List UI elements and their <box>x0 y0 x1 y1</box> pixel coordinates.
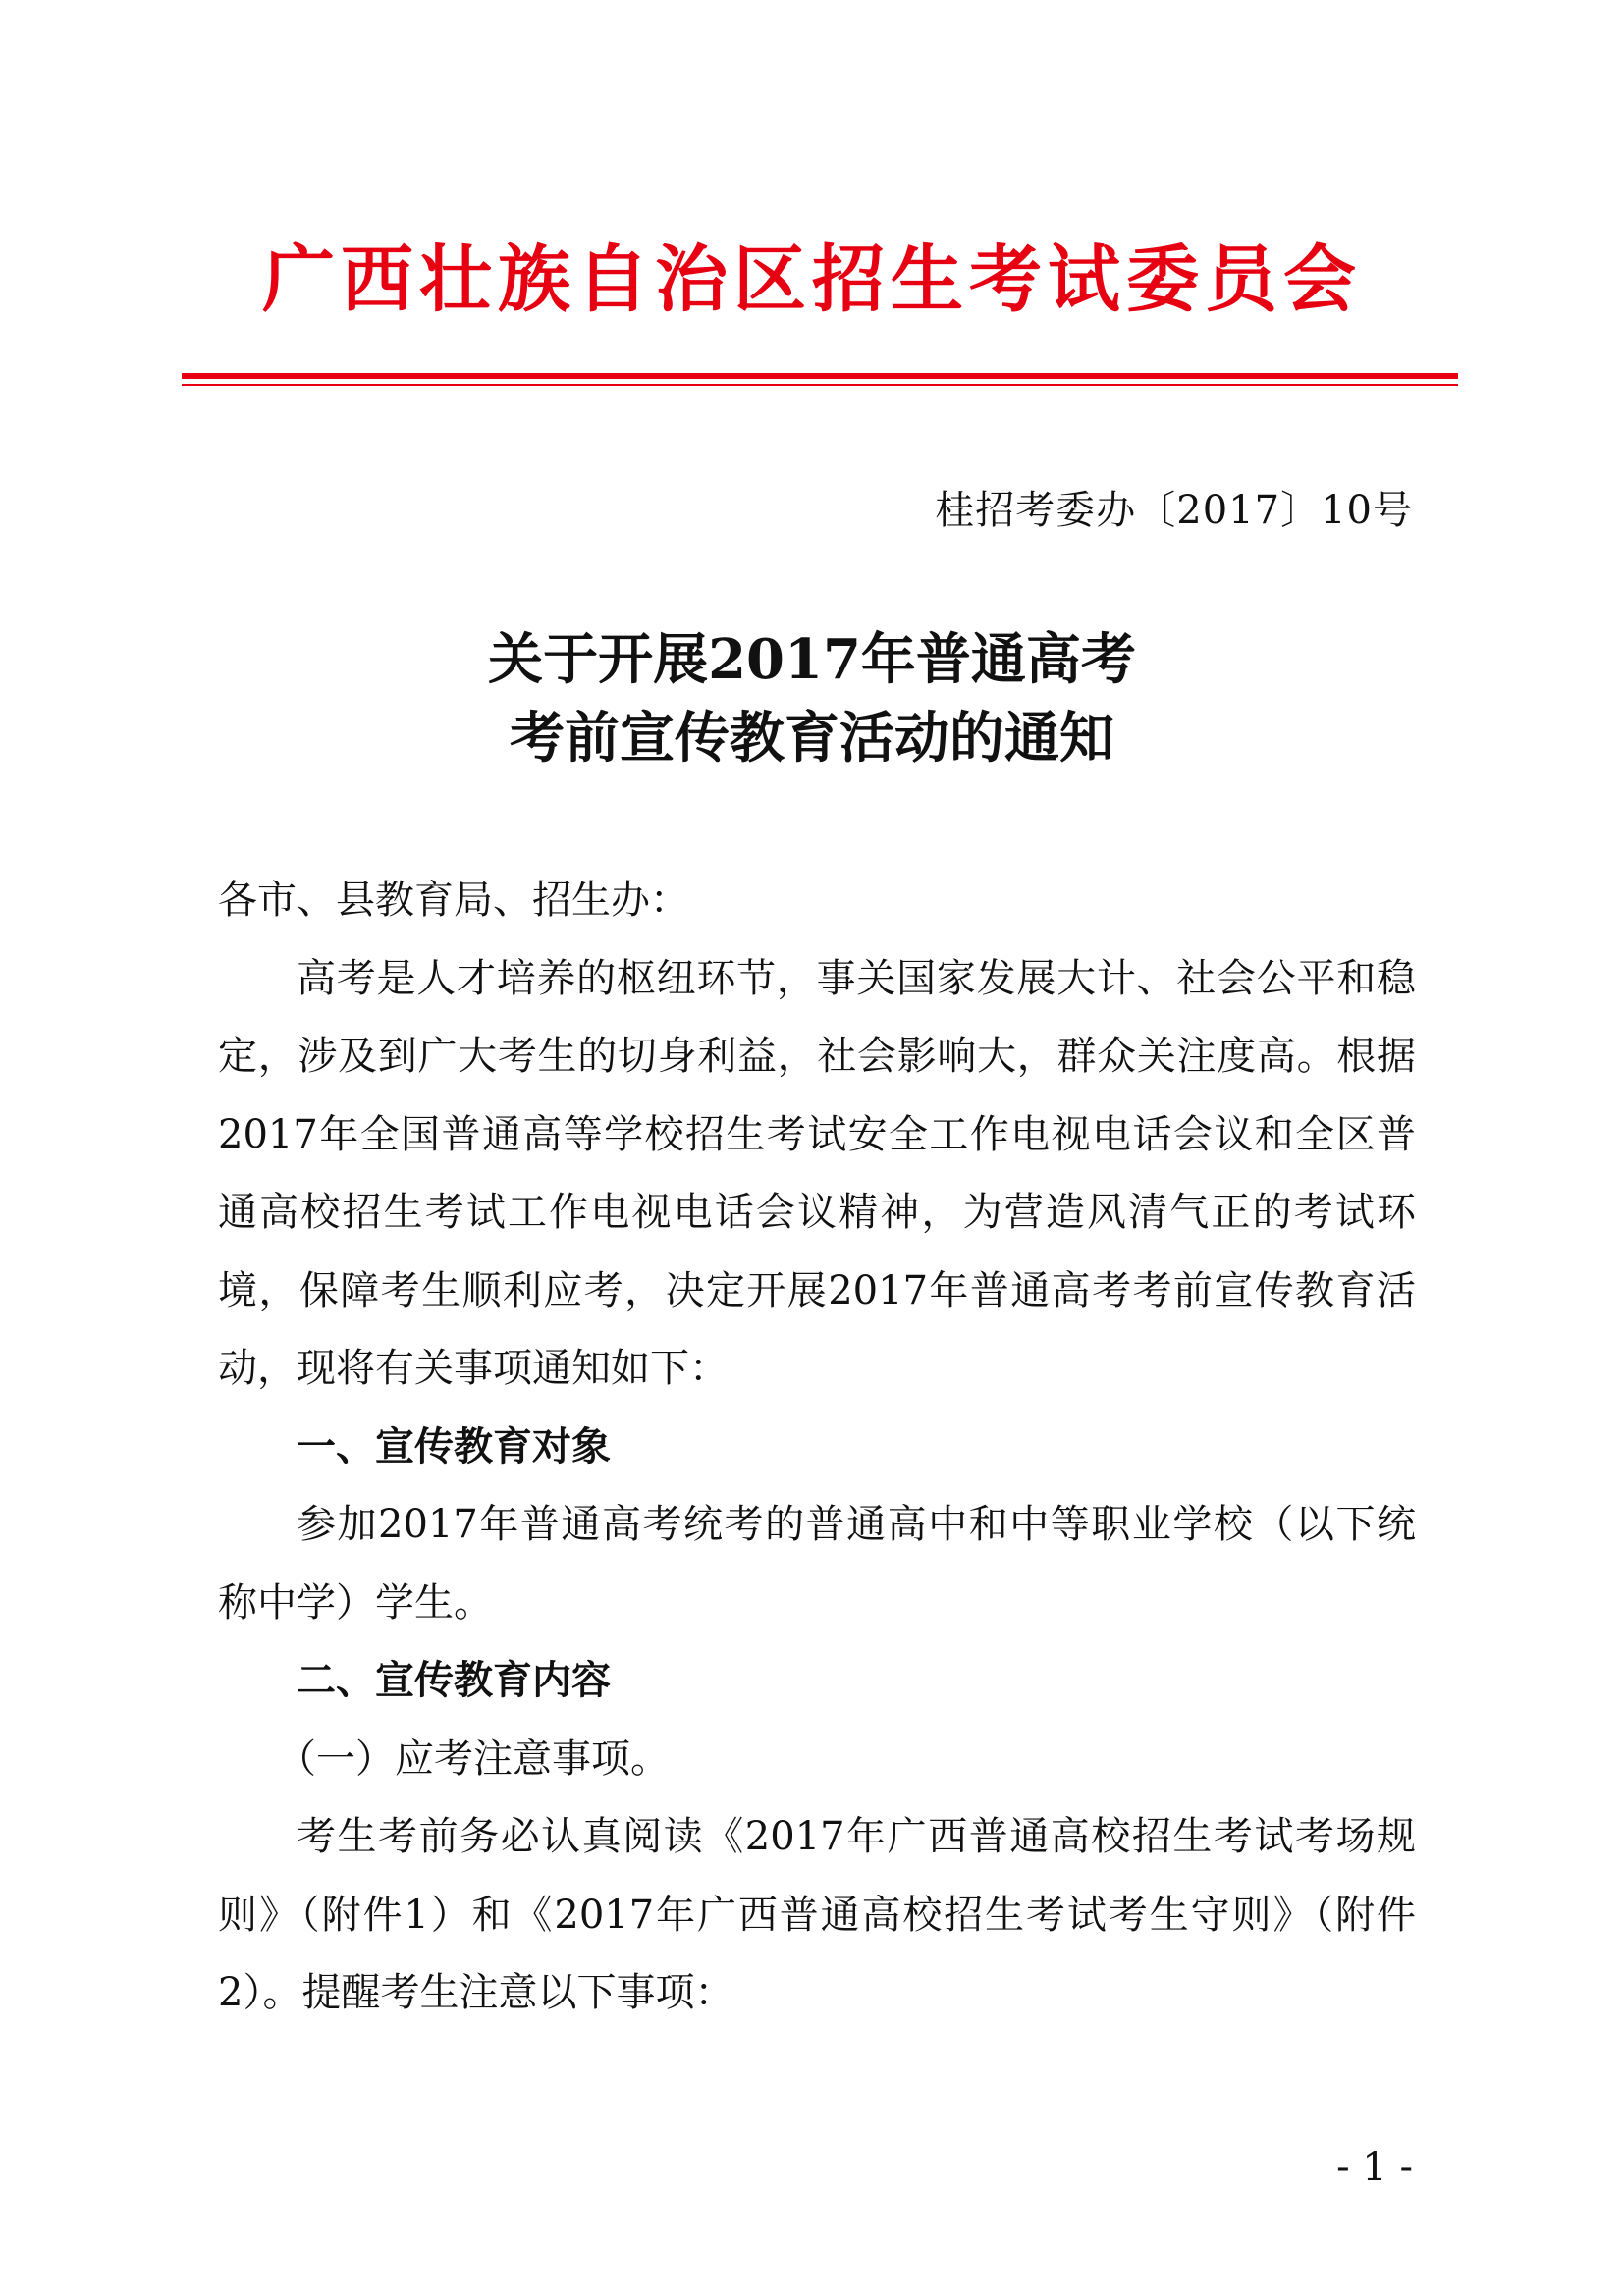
section-1-heading: 一、宣传教育对象 <box>297 1423 611 1469</box>
salutation: 各市、县教育局、招生办： <box>218 878 689 923</box>
document-title-line-1: 关于开展2017年普通高考 <box>488 627 1136 692</box>
document-title <box>0 620 1624 777</box>
document-number: 桂招考委办〔2017〕10号 <box>935 488 1413 533</box>
page-number: - 1 - <box>1336 2145 1413 2190</box>
subsection-1-paragraph: 考生考前务必认真阅读《2017年广西普通高校招生考试考场规则》（附件1）和《2017年广西普通高校招生考试考生守则》（附件2）。提醒考生注意以下事项： <box>218 1814 1416 2015</box>
document-body <box>218 862 1416 2033</box>
letterhead-rule-thin <box>182 384 1458 386</box>
section-1-paragraph: 参加2017年普通高考统考的普通高中和中等职业学校（以下统称中学）学生。 <box>218 1502 1416 1626</box>
section-2-heading: 二、宣传教育内容 <box>297 1658 611 1703</box>
letterhead-title: 广西壮族自治区招生考试委员会 <box>262 238 1362 322</box>
subsection-1-heading: （一）应考注意事项。 <box>277 1735 670 1782</box>
letterhead-rule-thick <box>182 373 1458 379</box>
document-title-line-2: 考前宣传教育活动的通知 <box>510 706 1114 771</box>
intro-paragraph: 高考是人才培养的枢纽环节，事关国家发展大计、社会公平和稳定，涉及到广大考生的切身利益，社会影响大，群众关注度高。根据2017年全国普通高等学校招生考试安全工作电视电话会议和全区普通高校招生考试工作电视电话会议精神，为营造风清气正的考试环境，保障考生顺利应考，决定开展2017年普通高考考前宣传教育活动，现将有关事项通知如下： <box>218 955 1416 1391</box>
